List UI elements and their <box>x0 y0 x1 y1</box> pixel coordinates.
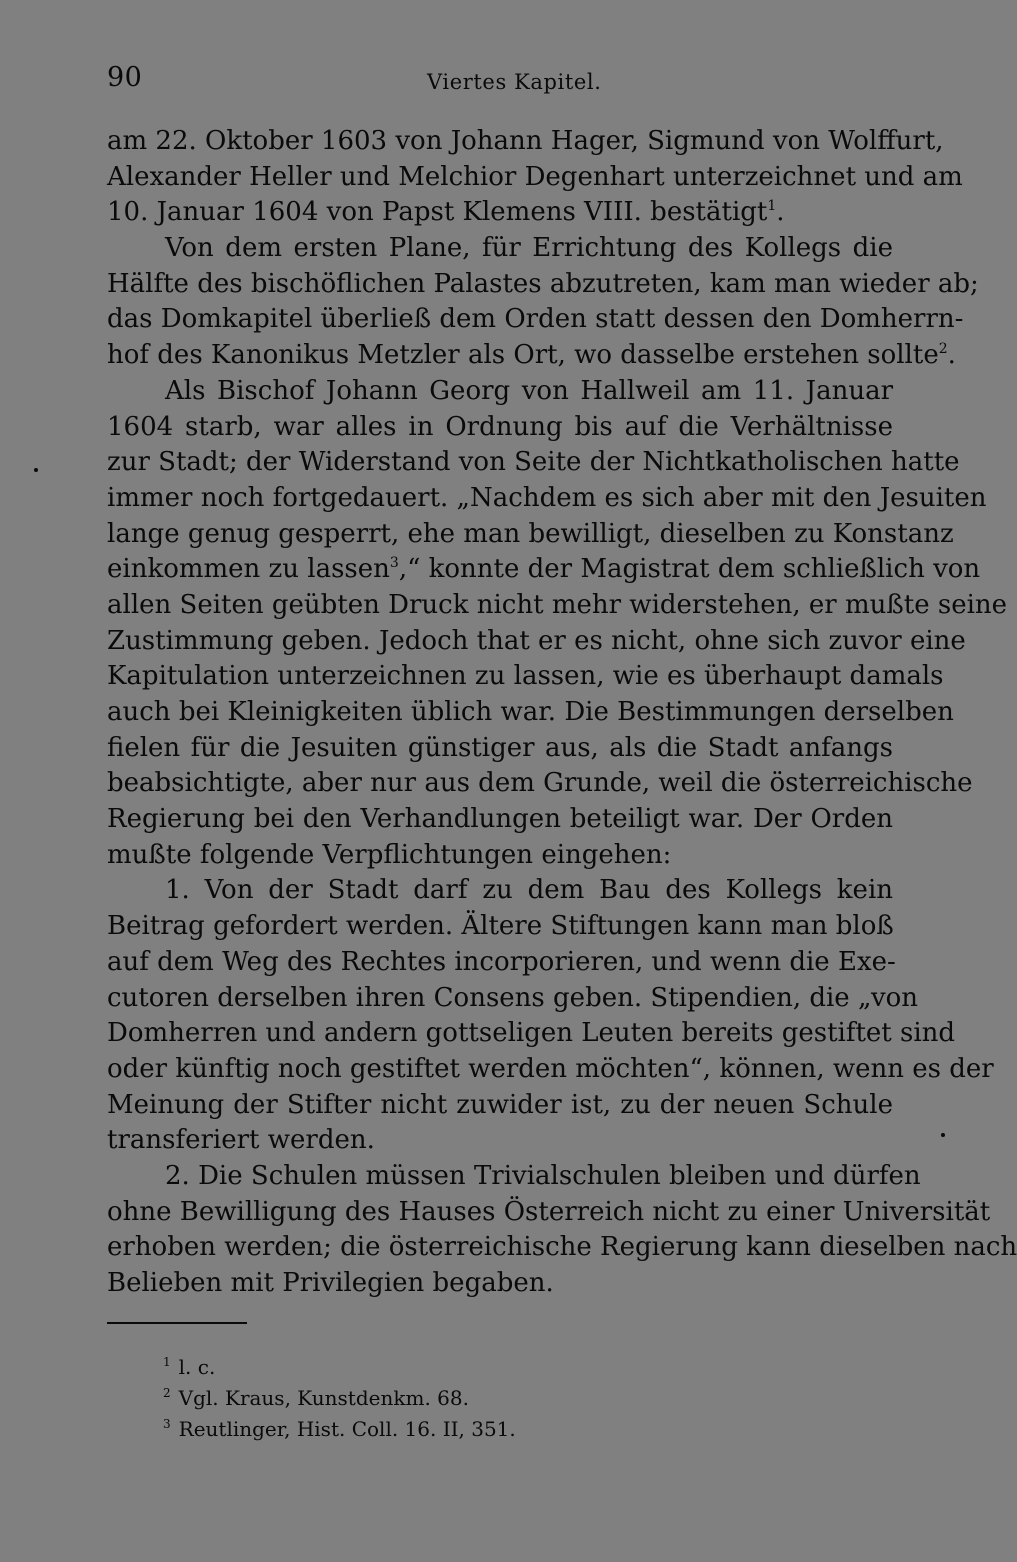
footnote-divider <box>107 1322 247 1324</box>
text-line: Als Bischof Johann Georg von Hallweil am 11. Januar <box>165 375 893 406</box>
footnotes <box>163 1352 763 1445</box>
text-line: 2. Die Schulen müssen Trivialschulen bleiben und dürfen <box>165 1160 921 1191</box>
text-line-tail: . <box>947 340 956 371</box>
text-line: auf dem Weg des Rechtes incorporieren, und wenn die Exe- <box>107 946 896 977</box>
footnote-mark: 1 <box>163 1355 171 1369</box>
text-line-content: hof des Kanonikus Metzler als Ort, wo dasselbe erstehen sollte <box>107 340 939 371</box>
text-line: fielen für die Jesuiten günstiger aus, als die Stadt anfangs <box>107 732 893 763</box>
text-line: immer noch fortgedauert. „Nachdem es sich aber mit den Jesuiten <box>107 482 987 513</box>
footnote <box>163 1352 763 1383</box>
text-line: cutoren derselben ihren Consens geben. Stipendien, die „von <box>107 982 919 1013</box>
running-title: Viertes Kapitel. <box>427 70 602 94</box>
text-line: Meinung der Stifter nicht zuwider ist, zu der neuen Schule <box>107 1089 893 1120</box>
text-line: am 22. Oktober 1603 von Johann Hager, Sigmund von Wolffurt, <box>107 126 944 156</box>
text-line: Hälfte des bischöflichen Palastes abzutreten, kam man wieder ab; <box>107 268 979 299</box>
text-line: mußte folgende Verpflichtungen eingehen: <box>107 839 672 870</box>
text-line: Domherren und andern gottseligen Leuten bereits gestiftet sind <box>107 1018 956 1049</box>
text-line: lange genug gesperrt, ehe man bewilligt, dieselben zu Konstanz <box>107 518 954 549</box>
text-line: ohne Bewilligung des Hauses Österreich nicht zu einer Universität <box>107 1196 991 1227</box>
text-line: 1604 starb, war alles in Ordnung bis auf die Verhältnisse <box>107 411 893 442</box>
footnote <box>163 1414 763 1445</box>
footnote-text: l. c. <box>178 1355 216 1379</box>
text-line-tail: ,“ konnte der Magistrat dem schließlich von <box>398 554 981 585</box>
text-line: Beitrag gefordert werden. Ältere Stiftungen kann man bloß <box>107 911 894 942</box>
text-line: erhoben werden; die österreichische Regierung kann dieselben nach <box>107 1232 1017 1263</box>
footnote-text: Reutlinger, Hist. Coll. 16. II, 351. <box>178 1417 516 1441</box>
footnote-ref: 1 <box>767 198 777 215</box>
text-line <box>107 552 981 588</box>
text-line <box>107 338 956 374</box>
print-speck <box>941 1133 945 1137</box>
footnote-text: Vgl. Kraus, Kunstdenkm. 68. <box>178 1386 469 1410</box>
page-header <box>107 62 897 102</box>
text-line: Von dem ersten Plane, für Errichtung des Kollegs die <box>165 233 893 264</box>
text-line-content: einkommen zu lassen <box>107 554 390 585</box>
print-speck <box>34 468 38 472</box>
text-line: transferiert werden. <box>107 1125 375 1156</box>
text-line: Belieben mit Privilegien begaben. <box>107 1268 554 1298</box>
text-line: beabsichtigte, aber nur aus dem Grunde, weil die österreichische <box>107 768 973 799</box>
text-line: auch bei Kleinigkeiten üblich war. Die Bestimmungen derselben <box>107 697 954 727</box>
text-line: das Domkapitel überließ dem Orden statt dessen den Domherrn- <box>107 304 964 335</box>
text-line <box>107 195 893 231</box>
footnote-ref: 3 <box>389 555 399 572</box>
text-line-content: 10. Januar 1604 von Papst Klemens VIII. bestätigt <box>107 197 768 228</box>
text-line: Alexander Heller und Melchior Degenhart unterzeichnet und am <box>107 161 963 192</box>
text-line: 1. Von der Stadt darf zu dem Bau des Kollegs kein <box>165 875 893 906</box>
page-number: 90 <box>107 62 143 93</box>
text-line: Kapitulation unterzeichnen zu lassen, wie es überhaupt damals <box>107 661 944 692</box>
footnote-mark: 3 <box>163 1417 171 1431</box>
text-line: allen Seiten geübten Druck nicht mehr widerstehen, er mußte seine <box>107 589 1008 620</box>
footnote-ref: 2 <box>938 341 948 358</box>
text-line: Zustimmung geben. Jedoch that er es nicht, ohne sich zuvor eine <box>107 625 966 656</box>
text-line-tail: . <box>776 197 785 228</box>
text-line: oder künftig noch gestiftet werden möchten“, können, wenn es der <box>107 1053 994 1084</box>
text-line: Regierung bei den Verhandlungen beteiligt war. Der Orden <box>107 804 893 835</box>
footnote-mark: 2 <box>163 1386 171 1400</box>
text-line: zur Stadt; der Widerstand von Seite der Nichtkatholischen hatte <box>107 447 960 478</box>
body-text <box>107 124 1017 1302</box>
footnote <box>163 1383 763 1414</box>
